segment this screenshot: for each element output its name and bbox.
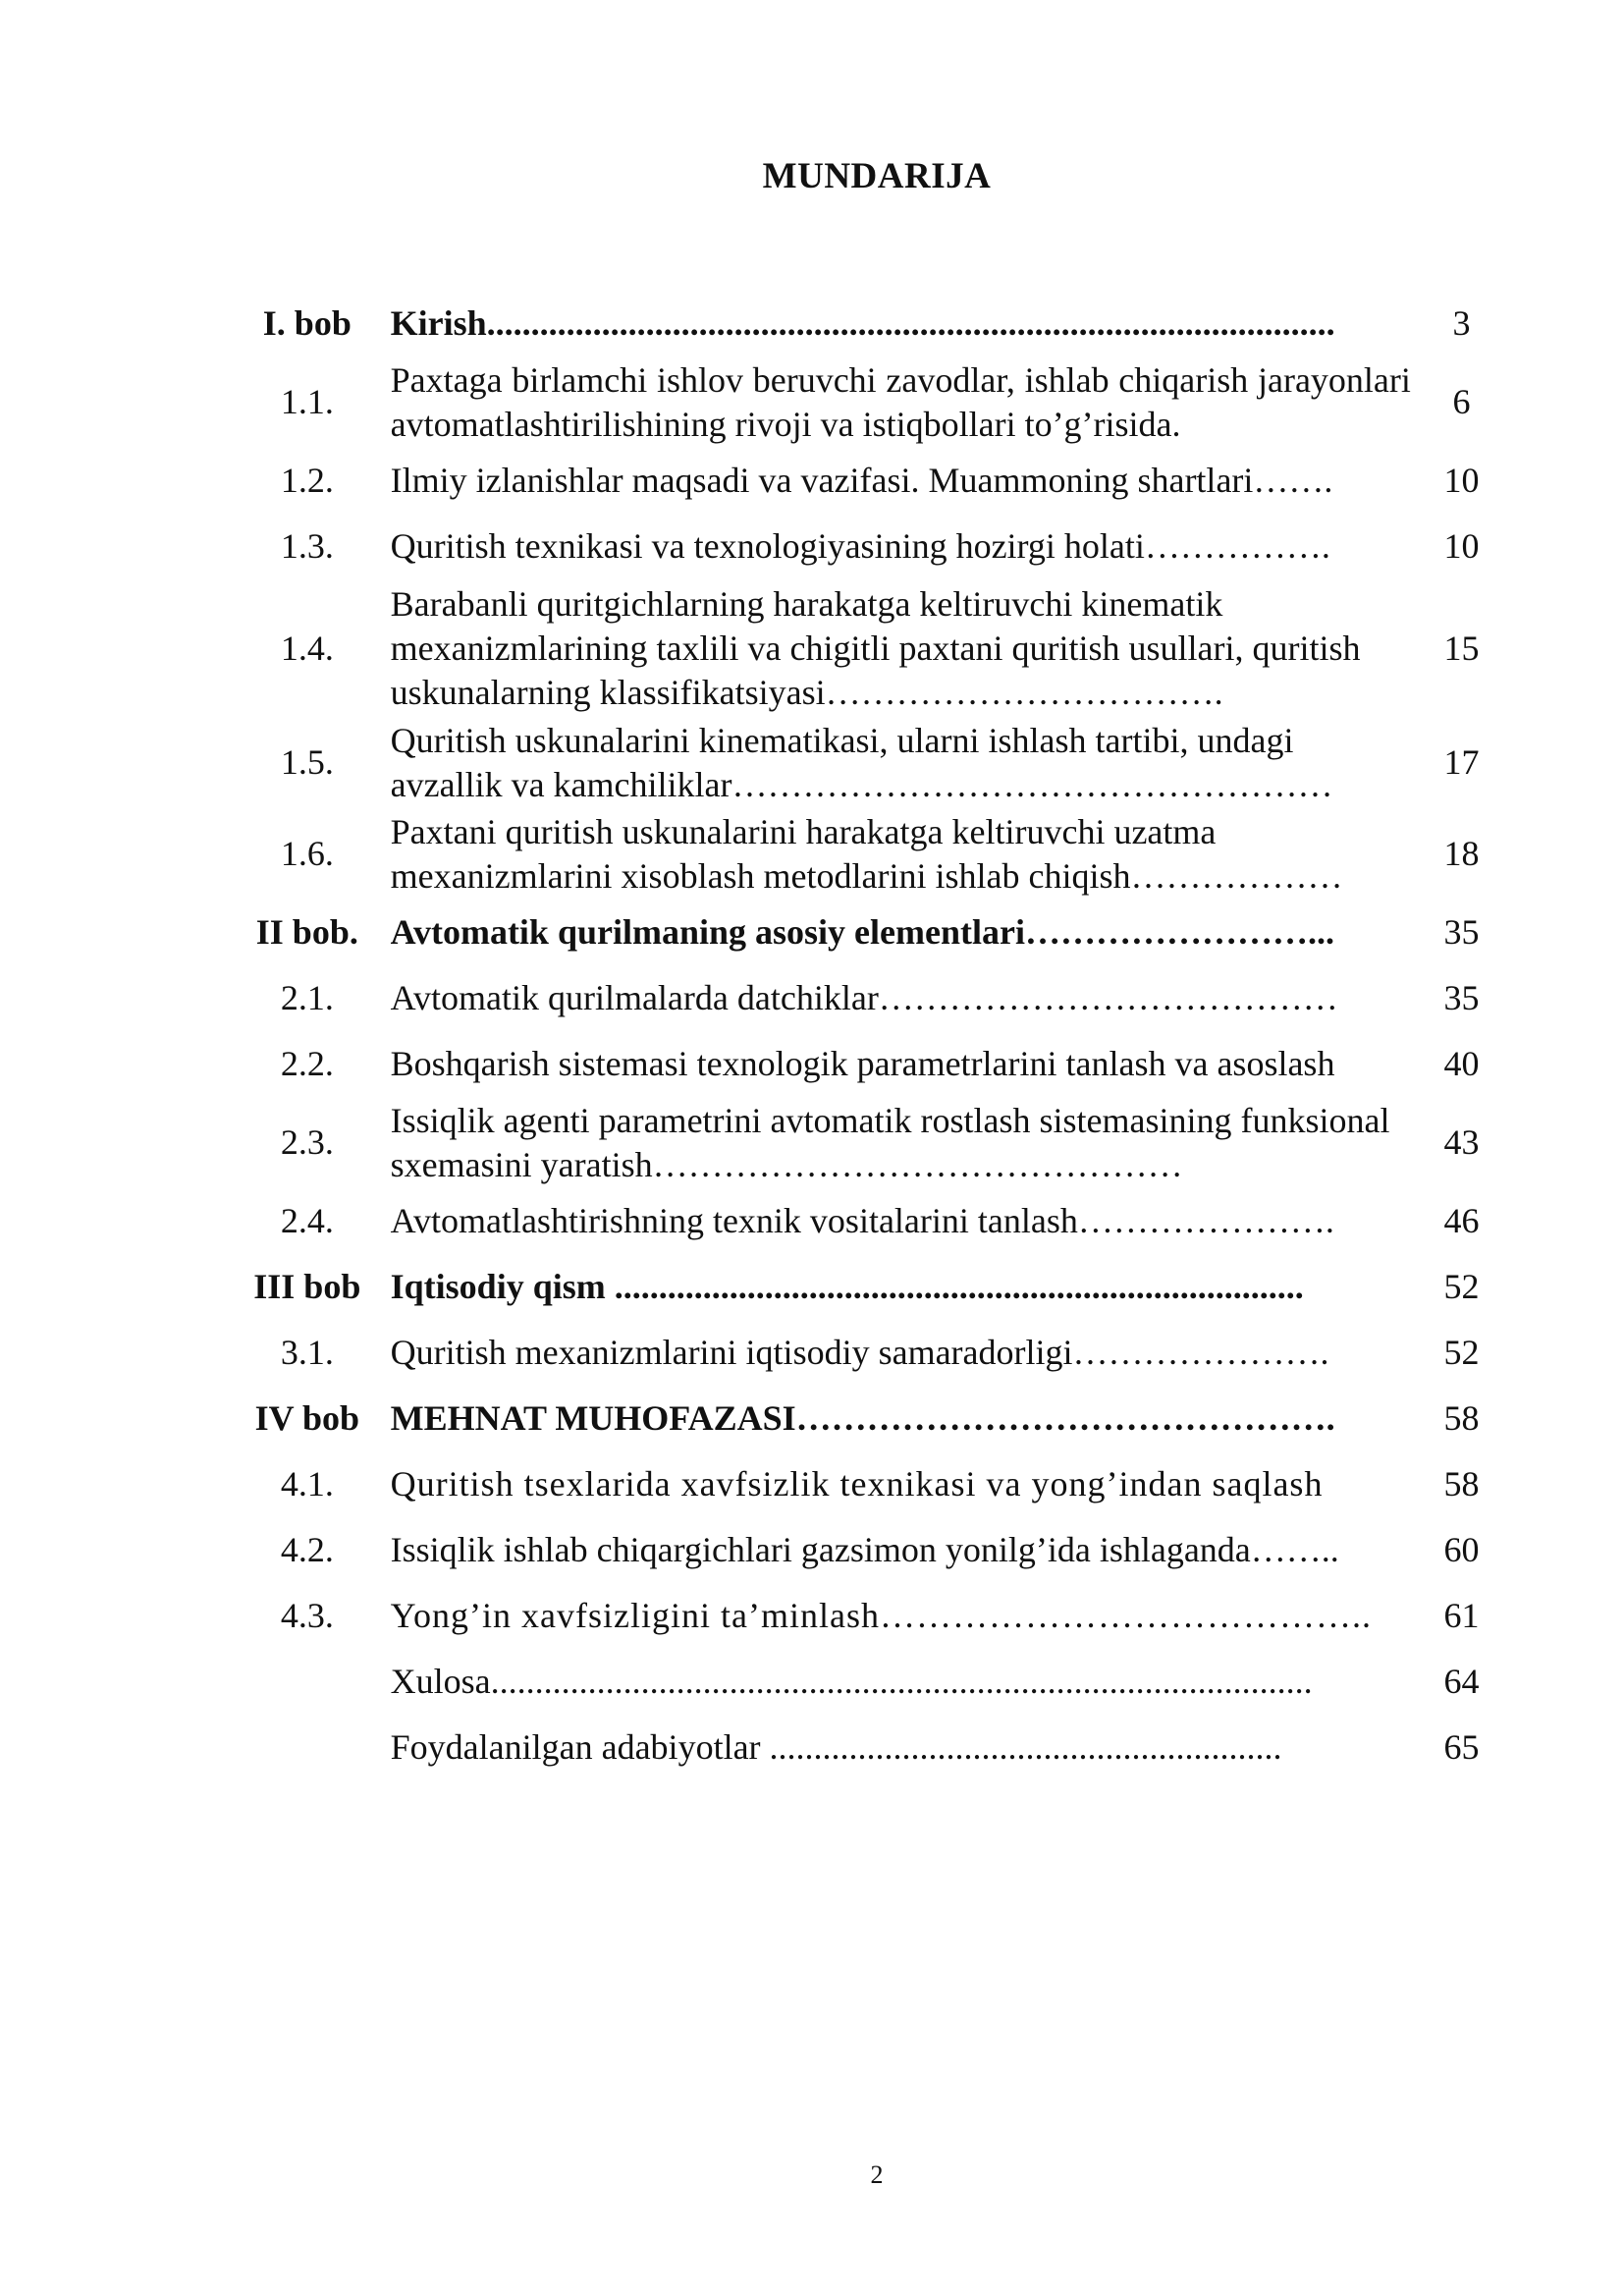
toc-page: 60 [1443, 1530, 1480, 1569]
page-number: 2 [870, 2160, 884, 2189]
toc-page: 64 [1443, 1662, 1480, 1701]
toc-page: 10 [1443, 526, 1480, 566]
toc-title: Yong’in xavfsizligini ta’minlash………………………………….. [390, 1596, 1372, 1635]
toc-number: 1.1. [280, 382, 334, 421]
toc-row [236, 1386, 1502, 1451]
toc-row [236, 1451, 1502, 1517]
toc-title: Barabanli quritgichlarning harakatga keltiruvchi kinematik mexanizmlarining taxlili va chigitli paxtani quritish usullari, quritish uskunalarning klassifikatsiyasi……………………………. [390, 583, 1361, 712]
toc-row [236, 514, 1502, 579]
toc-row [236, 448, 1502, 514]
toc-title: Issiqlik ishlab chiqargichlari gazsimon yonilg’ida ishlaganda…….. [390, 1530, 1339, 1569]
toc-row [236, 579, 1502, 717]
toc-number: 2.2. [280, 1044, 334, 1083]
toc-title: Avtomatik qurilmaning asosiy elementlari……………………... [390, 912, 1334, 952]
toc-title: Paxtaga birlamchi ishlov beruvchi zavodlar, ishlab chiqarish jarayonlari avtomatlashtirilishining rivoji va istiqbollari to’g’risida. [390, 359, 1411, 444]
toc-page: 18 [1443, 834, 1480, 873]
toc-page: 43 [1443, 1122, 1480, 1162]
toc-page: 40 [1443, 1044, 1480, 1083]
toc-number: 1.4. [280, 628, 334, 668]
toc-row [236, 1188, 1502, 1254]
toc-row [236, 1649, 1502, 1715]
toc-number: 1.3. [280, 526, 334, 566]
toc-page: 61 [1443, 1596, 1480, 1635]
toc-number: 2.3. [280, 1122, 334, 1162]
toc-title: Issiqlik agenti parametrini avtomatik rostlash sistemasining funksional sxemasini yaratish……………………………………… [390, 1100, 1390, 1184]
toc-page: 46 [1443, 1201, 1480, 1240]
toc-number: II bob. [255, 912, 358, 952]
toc-row [236, 808, 1502, 900]
toc-row [236, 356, 1502, 448]
toc-number: 3.1. [280, 1333, 334, 1372]
toc-number [236, 1715, 385, 1780]
toc-title: Quritish tsexlarida xavfsizlik texnikasi va yong’indan saqlash [390, 1464, 1324, 1503]
toc-title: Quritish uskunalarini kinematikasi, ularni ishlash tartibi, undagi avzallik va kamchiliklar…………………………………………… [390, 720, 1333, 804]
toc-number: 4.3. [280, 1596, 334, 1635]
toc-title: Iqtisodiy qism .............................................................................. [390, 1267, 1304, 1306]
toc-number: 2.1. [280, 978, 334, 1017]
toc-row [236, 1715, 1502, 1780]
toc-number: 4.1. [280, 1464, 334, 1503]
toc-number: 2.4. [280, 1201, 334, 1240]
toc-page: 35 [1443, 912, 1480, 952]
toc-number: 1.6. [280, 834, 334, 873]
toc-row [236, 1031, 1502, 1097]
toc-row [236, 1097, 1502, 1188]
toc-title: Ilmiy izlanishlar maqsadi va vazifasi. Muammoning shartlari……. [390, 461, 1333, 500]
toc-number: 4.2. [280, 1530, 334, 1569]
toc-number: III bob [253, 1267, 361, 1306]
toc-title: Foydalanilgan adabiyotlar .......................................................... [390, 1727, 1282, 1767]
toc-row [236, 1517, 1502, 1583]
toc-row [236, 900, 1502, 965]
toc-row [236, 291, 1502, 356]
toc-page: 15 [1443, 628, 1480, 668]
toc-title: Xulosa............................................................................................. [390, 1662, 1313, 1701]
toc-page: 58 [1443, 1398, 1480, 1438]
toc-row [236, 1254, 1502, 1320]
toc-page: 65 [1443, 1727, 1480, 1767]
toc-number: I. bob [262, 303, 352, 343]
toc-title: Quritish texnikasi va texnologiyasining hozirgi holati……………. [390, 526, 1330, 566]
toc-page: 52 [1443, 1267, 1480, 1306]
toc-page: 35 [1443, 978, 1480, 1017]
toc-row [236, 965, 1502, 1031]
toc-title: Boshqarish sistemasi texnologik parametrlarini tanlash va asoslash [390, 1044, 1335, 1083]
toc-row [236, 1320, 1502, 1386]
toc-title: Kirish................................................................................................ [390, 303, 1335, 343]
toc-page: 58 [1443, 1464, 1480, 1503]
toc-row [236, 1583, 1502, 1649]
toc-page: 10 [1443, 461, 1480, 500]
toc-title: Quritish mexanizmlarini iqtisodiy samaradorligi…………………. [390, 1333, 1329, 1372]
toc-page: 17 [1443, 742, 1480, 782]
table-of-contents [236, 291, 1502, 1780]
toc-title: MEHNAT MUHOFAZASI………………………………………. [390, 1398, 1335, 1438]
toc-number: 1.2. [280, 461, 334, 500]
page-title: MUNDARIJA [762, 156, 992, 196]
toc-page: 3 [1452, 303, 1471, 343]
toc-row [236, 717, 1502, 808]
toc-number: 1.5. [280, 742, 334, 782]
toc-title: Avtomatik qurilmalarda datchiklar………………………………… [390, 978, 1338, 1017]
toc-number: IV bob [254, 1398, 360, 1438]
toc-page: 52 [1443, 1333, 1480, 1372]
toc-page: 6 [1452, 382, 1471, 421]
toc-title: Paxtani quritish uskunalarini harakatga keltiruvchi uzatma mexanizmlarini xisoblash metodlarini ishlab chiqish……………… [390, 811, 1343, 896]
toc-title: Avtomatlashtirishning texnik vositalarini tanlash…………………. [390, 1201, 1334, 1240]
toc-number [236, 1649, 385, 1715]
